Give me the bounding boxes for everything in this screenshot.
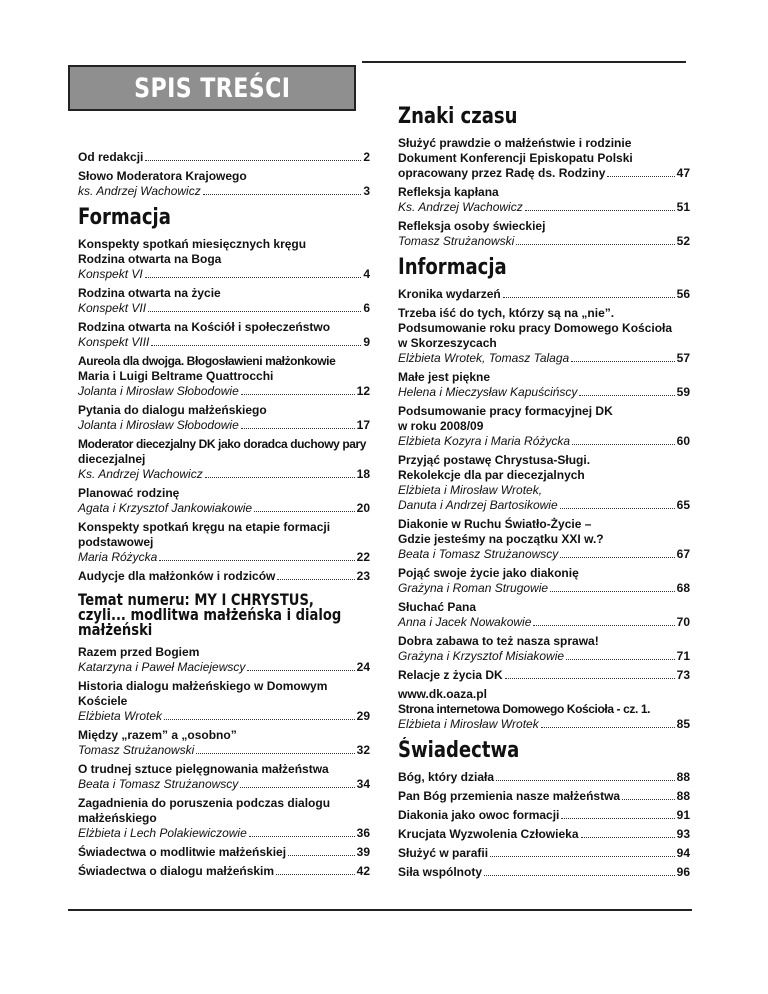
toc-entry xyxy=(398,185,690,215)
toc-title: SPIS TREŚCI xyxy=(133,72,291,104)
toc-entry xyxy=(78,520,370,565)
dot-leader xyxy=(241,428,355,429)
dot-leader xyxy=(159,560,354,561)
left-column xyxy=(78,150,370,883)
entry-page-row xyxy=(398,498,690,513)
entry-title: Audycje dla małżonków i rodziców xyxy=(78,569,276,583)
entry-page-row xyxy=(78,384,370,399)
toc-entry xyxy=(398,566,690,596)
entry-title-line: Rekolekcje dla par diecezjalnych xyxy=(398,468,585,482)
dot-leader xyxy=(533,625,674,626)
page-number: 85 xyxy=(676,717,690,731)
toc-entry xyxy=(78,845,370,860)
dot-leader xyxy=(254,511,355,512)
entry-page-row xyxy=(78,550,370,565)
entry-title-line: Maria i Luigi Beltrame Quattrocchi xyxy=(78,369,274,383)
entry-author: Anna i Jacek Nowakowie xyxy=(398,615,532,629)
entry-page-row xyxy=(398,385,690,400)
entry-page-row xyxy=(78,467,370,482)
entry-author: ks. Andrzej Wachowicz xyxy=(78,184,201,198)
dot-leader xyxy=(490,856,675,857)
dot-leader xyxy=(561,818,674,819)
toc-entry xyxy=(398,770,690,785)
entry-title-line: Planować rodzinę xyxy=(78,486,180,500)
entry-title-line: Pojąć swoje życie jako diakonię xyxy=(398,566,579,580)
page-number: 47 xyxy=(676,166,690,180)
toc-entry xyxy=(398,846,690,861)
entry-page-row xyxy=(398,581,690,596)
entry-page-row xyxy=(398,166,690,181)
toc-entry xyxy=(398,789,690,804)
dot-leader xyxy=(496,780,675,781)
entry-title-line: Słuchać Pana xyxy=(398,600,477,614)
entry-page-row xyxy=(78,501,370,516)
entry-author: Elżbieta Kozyra i Maria Różycka xyxy=(398,434,571,448)
entry-title-line: Konspekty spotkań miesięcznych kręgu xyxy=(78,237,307,251)
page-number: 29 xyxy=(356,709,370,723)
entry-author: Helena i Mieczysław Kapuścińscy xyxy=(398,385,578,399)
entry-page-row xyxy=(398,865,690,880)
entry-title-line: Konspekty spotkań kręgu na etapie formacji xyxy=(78,520,331,534)
page-number: 24 xyxy=(356,660,370,674)
page-number: 6 xyxy=(363,301,370,315)
section-heading-informacja: Informacja xyxy=(398,255,507,280)
entry-page-row xyxy=(78,418,370,433)
entry-author: Katarzyna i Paweł Maciejewscy xyxy=(78,660,246,674)
temat-heading-line: czyli... modlitwa małżeńska i dialog xyxy=(78,605,342,624)
page-number: 42 xyxy=(356,864,370,878)
entry-title-line: Strona internetowa Domowego Kościoła - cz. 1. xyxy=(398,702,651,716)
entry-title-line: Słowo Moderatora Krajowego xyxy=(78,169,247,183)
entry-title-line: Refleksja kapłana xyxy=(398,185,499,199)
toc-entry xyxy=(398,827,690,842)
entry-title-line: Kościele xyxy=(78,694,128,708)
page-number: 3 xyxy=(363,184,370,198)
entry-page-row xyxy=(398,351,690,366)
entry-author: Konspekt VIII xyxy=(78,335,150,349)
page-number: 36 xyxy=(356,826,370,840)
informacja-entries xyxy=(398,287,690,732)
entry-page-row xyxy=(78,267,370,282)
page-number: 39 xyxy=(356,845,370,859)
page-number: 73 xyxy=(676,668,690,682)
toc-entry xyxy=(398,668,690,683)
entry-title-line: diecezjalnej xyxy=(78,452,146,466)
top-rule xyxy=(362,61,686,63)
entry-title: opracowany przez Radę ds. Rodziny xyxy=(398,166,606,180)
entry-page-row xyxy=(78,743,370,758)
dot-leader xyxy=(276,874,355,875)
dot-leader xyxy=(205,477,355,478)
page-number: 2 xyxy=(363,150,370,164)
dot-leader xyxy=(247,670,354,671)
temat-entries xyxy=(78,645,370,879)
entry-author: Elżbieta i Mirosław Wrotek xyxy=(398,717,539,731)
entry-title: Relacje z życia DK xyxy=(398,668,503,682)
swiadectwa-entries xyxy=(398,770,690,880)
entry-page-row xyxy=(78,569,370,584)
entry-title: Diakonia jako owoc formacji xyxy=(398,808,560,822)
entry-title-line: Małe jest piękne xyxy=(398,370,491,384)
entry-title: Służyć w parafii xyxy=(398,846,489,860)
formacja-entries xyxy=(78,237,370,584)
dot-leader xyxy=(560,508,675,509)
dot-leader xyxy=(249,836,355,837)
dot-leader xyxy=(145,277,362,278)
entry-page-row xyxy=(398,808,690,823)
entry-author: Konspekt VII xyxy=(78,301,147,315)
entry-title-line: Historia dialogu małżeńskiego w Domowym xyxy=(78,679,328,693)
page-number: 20 xyxy=(356,501,370,515)
page-number: 56 xyxy=(676,287,690,301)
page-number: 60 xyxy=(676,434,690,448)
page-number: 32 xyxy=(356,743,370,757)
toc-entry xyxy=(78,796,370,841)
page-number: 88 xyxy=(676,770,690,784)
page-number: 94 xyxy=(676,846,690,860)
entry-page-row xyxy=(78,301,370,316)
toc-entry xyxy=(78,645,370,675)
section-heading-swiadectwa: Świadectwa xyxy=(398,738,520,763)
entry-title-line: Między „razem” a „osobno” xyxy=(78,728,237,742)
entry-title-line: www.dk.oaza.pl xyxy=(398,687,487,701)
page-number: 93 xyxy=(676,827,690,841)
entry-page-row xyxy=(78,660,370,675)
dot-leader xyxy=(288,855,355,856)
entry-page-row xyxy=(398,668,690,683)
toc-entry xyxy=(78,150,370,165)
page-number: 22 xyxy=(356,550,370,564)
dot-leader xyxy=(560,557,674,558)
toc-entry xyxy=(398,600,690,630)
page-number: 91 xyxy=(676,808,690,822)
entry-page-row xyxy=(398,789,690,804)
page-number: 67 xyxy=(676,547,690,561)
toc-entry xyxy=(398,136,690,181)
dot-leader xyxy=(196,753,354,754)
entry-author: Grażyna i Krzysztof Misiakowie xyxy=(398,649,565,663)
toc-entry xyxy=(398,865,690,880)
entry-author: Maria Różycka xyxy=(78,550,158,564)
page-number: 12 xyxy=(356,384,370,398)
entry-title-line: w Skorzeszycach xyxy=(398,336,497,350)
entry-title-line: Refleksja osoby świeckiej xyxy=(398,219,546,233)
toc-entry xyxy=(78,354,370,399)
toc-entry xyxy=(78,320,370,350)
entry-page-row xyxy=(398,200,690,215)
toc-entry xyxy=(78,569,370,584)
page-number: 17 xyxy=(356,418,370,432)
entry-title-line: Trzeba iść do tych, którzy są na „nie”. xyxy=(398,306,615,320)
dot-leader xyxy=(541,727,675,728)
entry-title: Pan Bóg przemienia nasze małżeństwa xyxy=(398,789,621,803)
entry-title-line: Podsumowanie pracy formacyjnej DK xyxy=(398,404,613,418)
entry-title-line: Przyjąć postawę Chrystusa-Sługi. xyxy=(398,453,591,467)
dot-leader xyxy=(145,160,361,161)
toc-entry xyxy=(398,370,690,400)
entry-page-row xyxy=(398,615,690,630)
bottom-rule xyxy=(68,909,692,911)
entry-title-line: małżeńskiego xyxy=(78,811,157,825)
toc-entry xyxy=(398,808,690,823)
page-number: 65 xyxy=(676,498,690,512)
page-number: 88 xyxy=(676,789,690,803)
page-number: 18 xyxy=(356,467,370,481)
page-number: 52 xyxy=(676,234,690,248)
section-heading-formacja: Formacja xyxy=(78,205,171,230)
entry-author: Elżbieta i Lech Polakiewiczowie xyxy=(78,826,247,840)
entry-title-line: Diakonie w Ruchu Światło-Życie – xyxy=(398,517,592,531)
page-number: 51 xyxy=(676,200,690,214)
entry-page-row xyxy=(78,777,370,792)
dot-leader xyxy=(572,444,675,445)
toc-entry xyxy=(78,403,370,433)
entry-author: Agata i Krzysztof Jankowiakowie xyxy=(78,501,253,515)
dot-leader xyxy=(525,210,675,211)
toc-title-box xyxy=(68,65,356,111)
toc-entry xyxy=(398,404,690,449)
entry-title-line: Elżbieta i Mirosław Wrotek, xyxy=(398,483,543,497)
toc-entry xyxy=(398,306,690,366)
entry-title: Kronika wydarzeń xyxy=(398,287,501,301)
dot-leader xyxy=(516,244,674,245)
section-heading-temat xyxy=(78,590,342,639)
dot-leader xyxy=(203,194,362,195)
dot-leader xyxy=(622,799,675,800)
entry-title: Świadectwa o modlitwie małżeńskiej xyxy=(78,845,287,859)
entry-title-line: Podsumowanie roku pracy Domowego Kościoła xyxy=(398,321,673,335)
entry-title: Świadectwa o dialogu małżeńskim xyxy=(78,864,275,878)
entry-title-line: Rodzina otwarta na Boga xyxy=(78,252,222,266)
entry-page-row xyxy=(78,184,370,199)
dot-leader xyxy=(550,591,675,592)
entry-page-row xyxy=(398,287,690,302)
entry-page-row xyxy=(398,234,690,249)
toc-entry xyxy=(78,169,370,199)
toc-entry xyxy=(78,864,370,879)
page-number: 68 xyxy=(676,581,690,595)
entry-page-row xyxy=(398,649,690,664)
entry-page-row xyxy=(398,717,690,732)
entry-title-line: Dokument Konferencji Episkopatu Polski xyxy=(398,151,633,165)
toc-entry xyxy=(78,437,370,482)
toc-entry xyxy=(78,679,370,724)
entry-title-line: Razem przed Bogiem xyxy=(78,645,200,659)
page-number: 34 xyxy=(356,777,370,791)
entry-page-row xyxy=(398,827,690,842)
dot-leader xyxy=(607,176,674,177)
entry-author: Ks. Andrzej Wachowicz xyxy=(78,467,203,481)
entry-title-line: Zagadnienia do poruszenia podczas dialogu xyxy=(78,796,331,810)
entry-title-line: Służyć prawdzie o małżeństwie i rodzinie xyxy=(398,136,632,150)
dot-leader xyxy=(505,678,675,679)
entry-author: Danuta i Andrzej Bartosikowie xyxy=(398,498,558,512)
dot-leader xyxy=(571,361,674,362)
toc-entry xyxy=(398,287,690,302)
entry-author: Beata i Tomasz Strużanowscy xyxy=(78,777,239,791)
entry-page-row xyxy=(398,434,690,449)
page-number: 57 xyxy=(676,351,690,365)
entry-page-row xyxy=(78,335,370,350)
entry-page-row xyxy=(78,826,370,841)
entry-title-line: podstawowej xyxy=(78,535,154,549)
toc-entry xyxy=(78,728,370,758)
entry-page-row xyxy=(78,845,370,860)
dot-leader xyxy=(241,394,355,395)
toc-entry xyxy=(398,517,690,562)
page-number: 4 xyxy=(363,267,370,281)
entry-title-line: Aureola dla dwojga. Błogosławieni małżonkowie xyxy=(78,354,336,368)
toc-entry xyxy=(78,286,370,316)
temat-heading-line: Temat numeru: MY I CHRYSTUS, xyxy=(78,590,314,609)
page-number: 70 xyxy=(676,615,690,629)
dot-leader xyxy=(581,837,675,838)
entry-page-row xyxy=(78,150,370,165)
entry-title: Bóg, który działa xyxy=(398,770,495,784)
toc-entry xyxy=(398,219,690,249)
entry-author: Tomasz Strużanowski xyxy=(78,743,195,757)
dot-leader xyxy=(151,345,361,346)
entry-title: Siła wspólnoty xyxy=(398,865,483,879)
entry-page-row xyxy=(398,547,690,562)
page-number: 23 xyxy=(356,569,370,583)
dot-leader xyxy=(240,787,354,788)
entry-page-row xyxy=(78,709,370,724)
entry-page-row xyxy=(398,770,690,785)
page-number: 71 xyxy=(676,649,690,663)
entry-author: Grażyna i Roman Strugowie xyxy=(398,581,549,595)
dot-leader xyxy=(277,579,354,580)
entry-author: Elżbieta Wrotek, Tomasz Talaga xyxy=(398,351,570,365)
znaki-entries xyxy=(398,136,690,249)
toc-entry xyxy=(398,453,690,513)
toc-entry xyxy=(78,762,370,792)
dot-leader xyxy=(503,297,675,298)
dot-leader xyxy=(148,311,361,312)
dot-leader xyxy=(566,659,675,660)
entry-title: Od redakcji xyxy=(78,150,144,164)
entry-title-line: Rodzina otwarta na Kościół i społeczeństwo xyxy=(78,320,331,334)
entry-title-line: Pytania do dialogu małżeńskiego xyxy=(78,403,267,417)
entry-author: Tomasz Strużanowski xyxy=(398,234,515,248)
intro-entries xyxy=(78,150,370,199)
entry-page-row xyxy=(78,864,370,879)
entry-title: Krucjata Wyzwolenia Człowieka xyxy=(398,827,579,841)
entry-author: Jolanta i Mirosław Słobodowie xyxy=(78,384,239,398)
entry-title-line: O trudnej sztuce pielęgnowania małżeństwa xyxy=(78,762,329,776)
entry-author: Ks. Andrzej Wachowicz xyxy=(398,200,523,214)
toc-entry xyxy=(78,237,370,282)
entry-title-line: Moderator diecezjalny DK jako doradca duchowy pary xyxy=(78,437,367,451)
page-number: 9 xyxy=(363,335,370,349)
page-number: 96 xyxy=(676,865,690,879)
toc-entry xyxy=(78,486,370,516)
temat-heading-line: małżeński xyxy=(78,620,153,639)
entry-page-row xyxy=(398,846,690,861)
entry-author: Konspekt VI xyxy=(78,267,143,281)
dot-leader xyxy=(164,719,355,720)
entry-author: Elżbieta Wrotek xyxy=(78,709,163,723)
right-column xyxy=(398,98,690,884)
entry-title-line: Dobra zabawa to też nasza sprawa! xyxy=(398,634,599,648)
page-number: 59 xyxy=(676,385,690,399)
dot-leader xyxy=(484,875,675,876)
entry-title-line: Rodzina otwarta na życie xyxy=(78,286,221,300)
entry-title-line: Gdzie jesteśmy na początku XXI w.? xyxy=(398,532,604,546)
entry-author: Beata i Tomasz Strużanowscy xyxy=(398,547,559,561)
dot-leader xyxy=(579,395,674,396)
entry-title-line: w roku 2008/09 xyxy=(398,419,484,433)
entry-author: Jolanta i Mirosław Słobodowie xyxy=(78,418,239,432)
toc-entry xyxy=(398,634,690,664)
section-heading-znaki-czasu: Znaki czasu xyxy=(398,104,518,129)
toc-entry xyxy=(398,687,690,732)
